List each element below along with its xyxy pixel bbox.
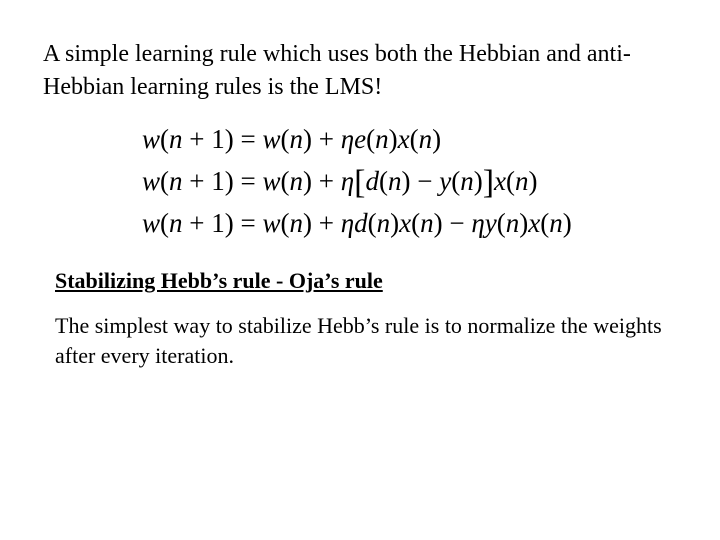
equation-2 [142, 160, 572, 202]
equation-1-text: w(n + 1) = w(n) + ηe(n)x(n) [142, 124, 442, 154]
equation-3 [142, 202, 572, 244]
equation-3-text: w(n + 1) = w(n) + ηd(n)x(n) − ηy(n)x(n) [142, 208, 572, 238]
intro-paragraph: A simple learning rule which uses both the Hebbian and anti-Hebbian learning rules is the LMS! [43, 41, 631, 100]
section-heading: Stabilizing Hebb’s rule - Oja’s rule [55, 268, 383, 293]
equations-block [142, 118, 572, 244]
body-paragraph: The simplest way to stabilize Hebb’s rule is to normalize the weights after every iteration. [55, 313, 662, 368]
equation-1 [142, 118, 572, 160]
equation-2-text: w(n + 1) = w(n) + η[d(n) − y(n)]x(n) [142, 164, 538, 201]
